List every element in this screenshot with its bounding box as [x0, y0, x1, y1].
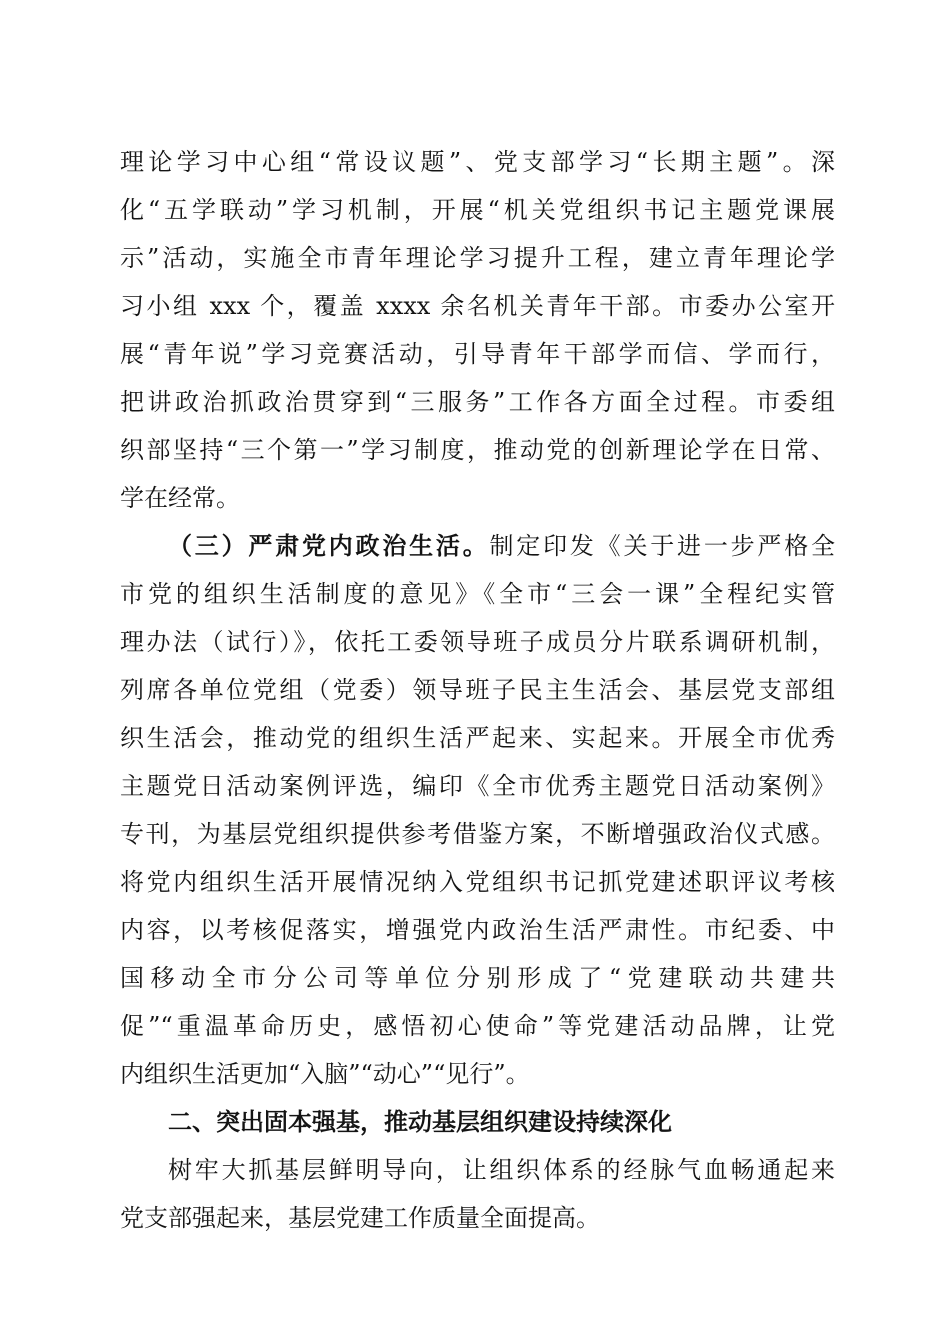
section-heading: 二、突出固本强基，推动基层组织建设持续深化	[168, 1108, 672, 1136]
paragraph-2-line-5: 织生活会，推动党的组织生活严起来、实起来。开展全市优秀	[120, 724, 835, 752]
paragraph-1-line-8: 学在经常。	[120, 484, 240, 512]
paragraph-3-line-1: 树牢大抓基层鲜明导向，让组织体系的经脉气血畅通起来	[168, 1156, 835, 1184]
paragraph-2-line-9: 内容，以考核促落实，增强党内政治生活严肃性。市纪委、中	[120, 916, 835, 944]
paragraph-1-line-5: 展“青年说”学习竞赛活动，引导青年干部学而信、学而行，	[120, 340, 835, 368]
paragraph-2-line-7: 专刊，为基层党组织提供参考借鉴方案，不断增强政治仪式感。	[120, 820, 835, 848]
paragraph-2-line-1-text: 制定印发《关于进一步严格全	[489, 532, 835, 560]
paragraph-1-line-4: 习小组 xxx 个，覆盖 xxxx 余名机关青年干部。市委办公室开	[120, 292, 835, 320]
paragraph-2-line-4: 列席各单位党组（党委）领导班子民主生活会、基层党支部组	[120, 676, 835, 704]
paragraph-2-line-10: 国移动全市分公司等单位分别形成了“党建联动共建共	[120, 964, 835, 992]
paragraph-1-line-3: 示”活动，实施全市青年理论学习提升工程，建立青年理论学	[120, 244, 835, 272]
paragraph-1-line-7: 织部坚持“三个第一”学习制度，推动党的创新理论学在日常、	[120, 436, 835, 464]
paragraph-3-line-2: 党支部强起来，基层党建工作质量全面提高。	[120, 1204, 600, 1232]
paragraph-2-line-12: 内组织生活更加“入脑”“动心”“见行”。	[120, 1060, 530, 1088]
paragraph-1-line-6: 把讲政治抓政治贯穿到“三服务”工作各方面全过程。市委组	[120, 388, 835, 416]
paragraph-2-line-8: 将党内组织生活开展情况纳入党组织书记抓党建述职评议考核	[120, 868, 835, 896]
paragraph-2-line-11: 促”“重温革命历史，感悟初心使命”等党建活动品牌，让党	[120, 1012, 835, 1040]
paragraph-2-line-1	[168, 530, 835, 562]
paragraph-1-line-2: 化“五学联动”学习机制，开展“机关党组织书记主题党课展	[120, 196, 835, 224]
paragraph-2-line-6: 主题党日活动案例评选，编印《全市优秀主题党日活动案例》	[120, 772, 835, 800]
paragraph-2-line-2: 市党的组织生活制度的意见》《全市“三会一课”全程纪实管	[120, 580, 835, 608]
subsection-title: （三）严肃党内政治生活。	[168, 532, 490, 560]
paragraph-2-line-3: 理办法（试行）》，依托工委领导班子成员分片联系调研机制，	[120, 628, 835, 656]
paragraph-1-line-1: 理论学习中心组“常设议题”、党支部学习“长期主题”。深	[120, 148, 835, 176]
